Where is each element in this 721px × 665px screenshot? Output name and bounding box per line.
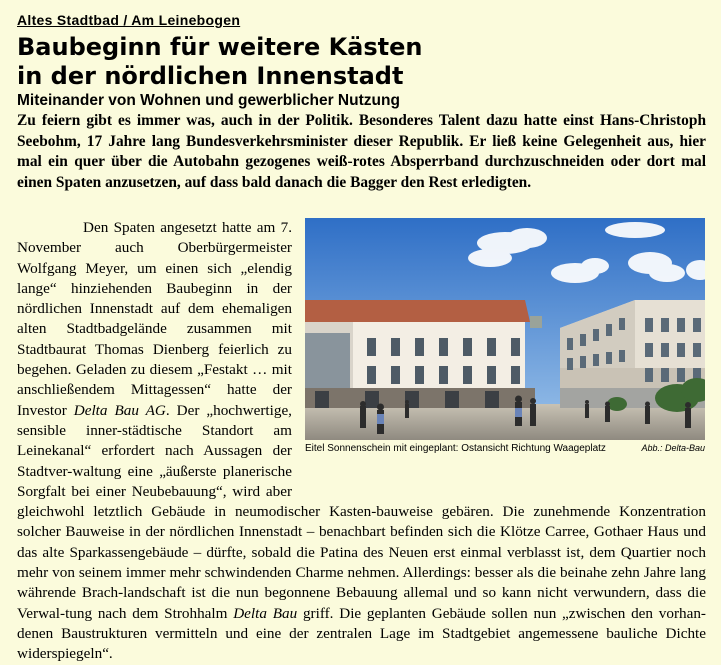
kicker: Altes Stadtbad / Am Leinebogen xyxy=(17,12,241,28)
headline-line-2: in der nördlichen Innenstadt xyxy=(17,62,404,90)
body-text-part-1: Den Spaten angesetzt hatte am 7. November auch Oberbürgermeister Wolfgang Meyer, um einen sich „elendig lange“ hinziehenden Baubeginn in der nördlichen Innenstadt auf dem ehemaligen alten Stadtbadgelände zusammen mit Stadtbaurat Thomas Dienberg feierlich zu begehen. Geladen zu diesem „Festakt … mit anschließendem Mittagessen“ hatte der Investor xyxy=(17,219,292,419)
figure-caption xyxy=(305,443,705,454)
architectural-rendering-image xyxy=(305,218,705,440)
investor-name-2: Delta Bau xyxy=(233,604,298,622)
headline xyxy=(17,33,707,91)
investor-name: Delta Bau AG xyxy=(73,401,166,419)
body-text-part-3: griff. Die geplanten Gebäude sollen nun „zwischen den vorhan-denen Baustrukturen vermitteln und eine der zentralen Lage im Stadtgebiet angemessene bauliche Dichte widerspiegeln“. xyxy=(17,604,706,663)
caption-text: Eitel Sonnenschein mit eingeplant: Ostansicht Richtung Waageplatz xyxy=(305,443,606,454)
body-text-part-2: . Der „hochwertige, sensible inner-städtische Standort am Leinekanal“ erfordert nach Aussagen der Stadtver-waltung eine „äußerste planerische Sorgfalt bei einer Neubebauung“, wird aber gleichwohl letztlich Gebäude in neumodischer Kasten-bauweise gebären. Die zunehmende Konzentration solcher Bauweise in der nördlichen Innenstadt – benachbart befinden sich die Klötze Carree, Gothaer Haus und das alte Sparkassengebäude – dürfte, sobald die Patina des Neuen erst einmal verblasst ist, dem Quartier noch mehr von seinem immer mehr schwindenden Charme nehmen. Allerdings: besser als die beinahe zehn Jahre lang währende Brach-landschaft ist die nun begonnene Bebauung allemal und so kann nicht verwundern, dass die Verwal-tung nach dem Strohhalm xyxy=(17,401,706,622)
subheadline: Miteinander von Wohnen und gewerblicher Nutzung xyxy=(17,92,400,109)
headline-line-1: Baubeginn für weitere Kästen xyxy=(17,33,423,61)
lead-paragraph: Zu feiern gibt es immer was, auch in der Politik. Besonderes Talent dazu hatte einst Hans-Christoph Seebohm, 17 Jahre lang Bundesverkehrsminister dieser Republik. Er ließ keine Gelegenheit aus, hier mal ein quer über die Autobahn gezogenes weiß-rotes Absperrband durchzuschneiden oder dort mal einen Spaten anzusetzen, auf dass bald danach die Bagger den Rest erledigten. xyxy=(17,112,706,191)
image-credit: Abb.: Delta-Bau xyxy=(641,443,705,453)
